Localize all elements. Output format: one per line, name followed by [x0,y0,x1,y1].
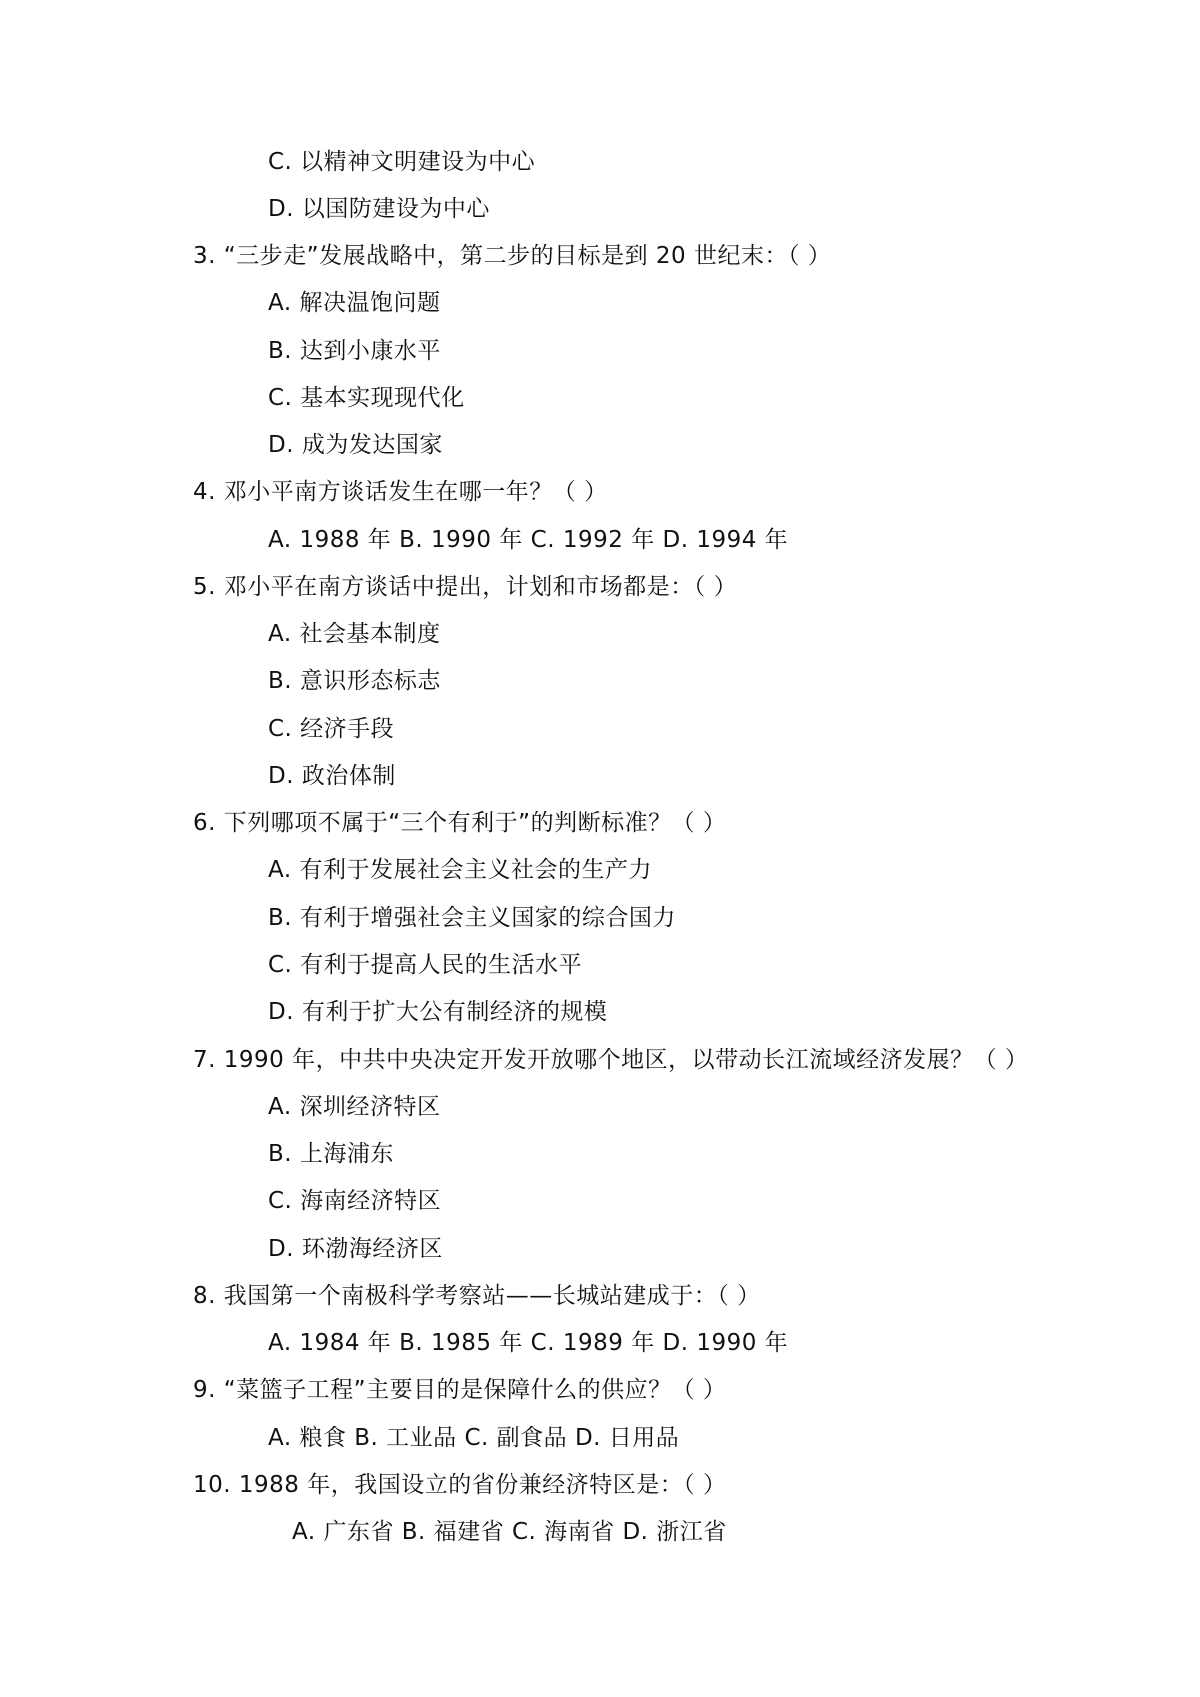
option-line: C. 海南经济特区 [268,1188,442,1214]
option-line: A. 深圳经济特区 [268,1094,441,1120]
option-line: D. 成为发达国家 [268,432,443,458]
question-line: 6. 下列哪项不属于“三个有利于”的判断标准？（ ） [193,810,727,836]
question-line: 4. 邓小平南方谈话发生在哪一年？（ ） [193,479,608,505]
option-line: B. 意识形态标志 [268,668,441,694]
option-line: D. 环渤海经济区 [268,1236,443,1262]
option-line: A. 广东省 B. 福建省 C. 海南省 D. 浙江省 [292,1519,727,1545]
option-line: A. 1988 年 B. 1990 年 C. 1992 年 D. 1994 年 [268,527,789,553]
option-line: B. 上海浦东 [268,1141,394,1167]
option-line: A. 有利于发展社会主义社会的生产力 [268,857,652,883]
option-line: A. 1984 年 B. 1985 年 C. 1989 年 D. 1990 年 [268,1330,789,1356]
option-line: A. 社会基本制度 [268,621,441,647]
question-line: 8. 我国第一个南极科学考察站——长城站建成于：（ ） [193,1283,761,1309]
option-line: C. 有利于提高人民的生活水平 [268,952,583,978]
question-line: 10. 1988 年，我国设立的省份兼经济特区是：（ ） [193,1472,727,1498]
option-line: D. 有利于扩大公有制经济的规模 [268,999,608,1025]
option-line: A. 粮食 B. 工业品 C. 副食品 D. 日用品 [268,1425,680,1451]
option-line: A. 解决温饱问题 [268,290,441,316]
question-line: 7. 1990 年，中共中央决定开发开放哪个地区，以带动长江流域经济发展？（ ） [193,1047,1029,1073]
option-line: D. 政治体制 [268,763,396,789]
option-line: D. 以国防建设为中心 [268,196,490,222]
option-line: B. 达到小康水平 [268,338,441,364]
option-line: C. 以精神文明建设为中心 [268,149,536,175]
question-line: 5. 邓小平在南方谈话中提出，计划和市场都是：（ ） [193,574,738,600]
question-line: 9. “菜篮子工程”主要目的是保障什么的供应？（ ） [193,1377,727,1403]
option-line: C. 经济手段 [268,716,395,742]
option-line: B. 有利于增强社会主义国家的综合国力 [268,905,676,931]
option-line: C. 基本实现现代化 [268,385,465,411]
question-line: 3. “三步走”发展战略中，第二步的目标是到 20 世纪末：（ ） [193,243,832,269]
